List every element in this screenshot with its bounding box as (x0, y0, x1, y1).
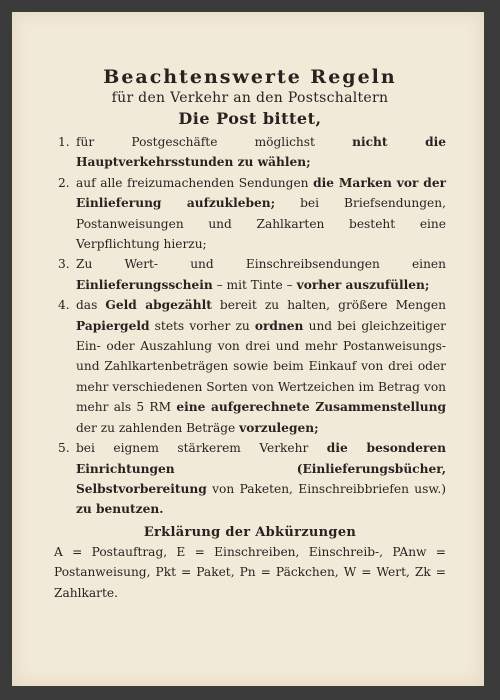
rule-emphasis: die besonderen Einrichtungen (Einlieferungsbücher, Selbstvorbereitung (76, 441, 446, 496)
rule-text: der zu zahlenden Beträge (76, 420, 240, 435)
rule-text: bei eignem stärkerem Verkehr (76, 441, 327, 456)
rule-text: von Paketen, Einschreibbriefen usw.) (206, 481, 446, 496)
rule-emphasis: Geld abgezählt (105, 298, 212, 313)
rule-emphasis: eine aufgerechnete Zusammenstellung (176, 400, 446, 415)
rule-emphasis: die Marken vor der Einlieferung aufzukleben; (76, 175, 447, 211)
rule-emphasis: zu benutzen. (76, 502, 164, 517)
rule-text: bei Briefsendungen, Postanweisungen und Zahlkarten besteht eine Verpflichtung hierzu; (76, 196, 446, 252)
rule-emphasis: ordnen (254, 318, 304, 333)
rule-number: 5. (58, 441, 70, 456)
rule-text: das (76, 298, 106, 313)
rule-text: Zu Wert- und Einschreibsendungen einen (76, 257, 446, 272)
rule-number: 1. (58, 135, 70, 149)
rules-list (54, 132, 446, 520)
rule-emphasis: Einlieferungsschein (76, 277, 213, 292)
rule-number: 4. (58, 298, 70, 313)
rule-text: auf alle freizumachenden Sendungen (76, 175, 314, 190)
rule-text: – mit Tinte – (212, 277, 297, 292)
rule-emphasis: vorzulegen; (239, 420, 319, 435)
rule-text: für Postgeschäfte möglichst (76, 135, 353, 149)
rule-text: und bei gleichzeitiger Ein- oder Auszahlung von drei und mehr Postanweisungs- und Zahlkartenbeträgen sowie beim Einkauf von drei oder mehr verschiedenen Sorten von Wertzeichen im Betrag von mehr als 5 RM (76, 318, 446, 415)
rule-item (54, 295, 446, 438)
document-heading: Die Post bittet, (178, 109, 322, 128)
rule-number: 3. (58, 257, 70, 272)
document-subtitle: für den Verkehr an den Postschaltern (111, 90, 389, 106)
rule-text: bereit zu halten, größere Mengen (211, 298, 446, 313)
rule-item (54, 438, 446, 520)
rule-item (54, 254, 446, 295)
rule-number: 2. (58, 175, 70, 190)
rule-emphasis: nicht die Hauptverkehrsstunden zu wählen; (76, 135, 446, 170)
abbreviations-title: Erklärung der Abkürzungen (143, 524, 357, 540)
document-title: Beachtenswerte Regeln (103, 66, 397, 88)
rule-emphasis: Papiergeld (76, 318, 150, 333)
notice-card (12, 12, 484, 686)
rule-item (54, 132, 446, 173)
abbreviations-text: A = Postauftrag, E = Einschreiben, Einschreib-, PAnw = Postanweisung, Pkt = Paket, Pn = Päckchen, W = Wert, Zk = Zahlkarte. (54, 544, 446, 600)
rule-emphasis: vorher auszufüllen; (296, 277, 430, 292)
rule-text: stets vorher zu (149, 318, 255, 333)
rule-item (54, 173, 446, 255)
